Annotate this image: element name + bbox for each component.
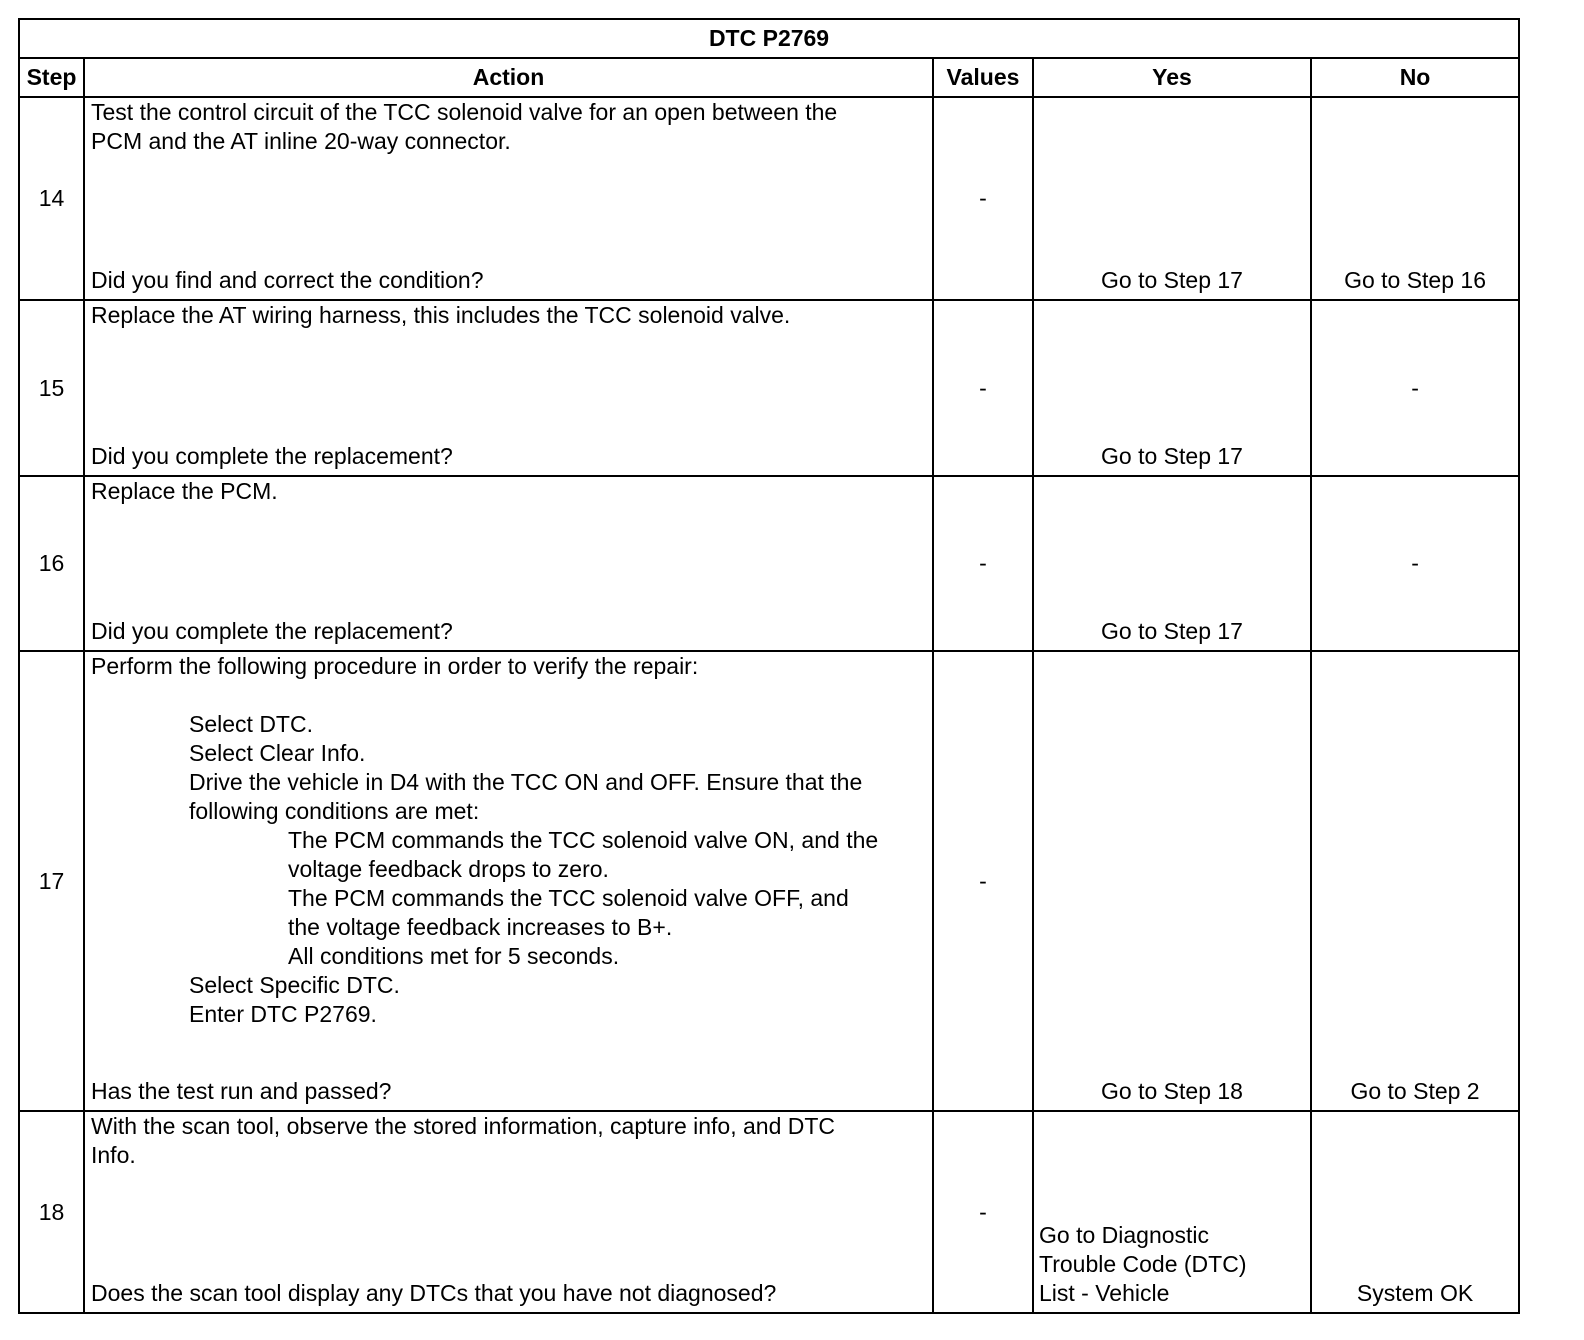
step-number: 17 [19, 651, 84, 1111]
table-row [19, 300, 1519, 476]
yes-cell [1033, 300, 1311, 476]
values-cell: - [933, 1111, 1033, 1313]
procedure-step: Drive the vehicle in D4 with the TCC ON and OFF. Ensure that the [189, 769, 863, 795]
yes-cell [1033, 651, 1311, 1111]
procedure-substep: the voltage feedback increases to B+. [288, 914, 673, 940]
header-action: Action [84, 58, 933, 97]
values-cell: - [933, 300, 1033, 476]
step-number: 15 [19, 300, 84, 476]
yes-line: List - Vehicle [1039, 1280, 1170, 1306]
action-question: Does the scan tool display any DTCs that you have not diagnosed? [91, 1280, 777, 1306]
step-number: 14 [19, 97, 84, 300]
action-line: Test the control circuit of the TCC solenoid valve for an open between the [91, 99, 838, 125]
yes-link[interactable]: Go to Step 17 [1101, 267, 1243, 293]
action-question: Did you find and correct the condition? [91, 267, 484, 293]
no-result: System OK [1356, 1280, 1474, 1306]
step-number: 18 [19, 1111, 84, 1313]
procedure-step: Select Specific DTC. [189, 972, 400, 998]
table-row [19, 97, 1519, 300]
no-cell: - [1311, 476, 1519, 651]
header-values: Values [933, 58, 1033, 97]
dtc-table [18, 18, 1520, 1314]
action-line: PCM and the AT inline 20-way connector. [91, 128, 511, 154]
procedure-step: Enter DTC P2769. [189, 1001, 377, 1027]
no-cell: - [1311, 300, 1519, 476]
no-cell [1311, 97, 1519, 300]
action-question: Did you complete the replacement? [91, 443, 453, 469]
table-title: DTC P2769 [19, 19, 1519, 58]
action-intro: Perform the following procedure in order to verify the repair: [91, 653, 699, 679]
procedure-step: following conditions are met: [189, 798, 480, 824]
yes-line: Trouble Code (DTC) [1039, 1251, 1247, 1277]
yes-link[interactable]: Go to Step 17 [1101, 443, 1243, 469]
yes-line: Go to Diagnostic [1039, 1222, 1210, 1248]
action-line: Replace the AT wiring harness, this includes the TCC solenoid valve. [91, 302, 791, 328]
table-row [19, 1111, 1519, 1313]
values-cell: - [933, 476, 1033, 651]
yes-cell [1033, 97, 1311, 300]
table-row [19, 476, 1519, 651]
procedure-substep: The PCM commands the TCC solenoid valve OFF, and [288, 885, 849, 911]
action-line: Info. [91, 1142, 136, 1168]
action-cell [84, 651, 933, 1111]
action-line: Replace the PCM. [91, 478, 278, 504]
action-cell [84, 300, 933, 476]
no-cell [1311, 1111, 1519, 1313]
step-number: 16 [19, 476, 84, 651]
procedure-substep: The PCM commands the TCC solenoid valve ON, and the [288, 827, 879, 853]
yes-link[interactable] [1034, 1221, 1310, 1312]
procedure-step: Select Clear Info. [189, 740, 366, 766]
action-cell [84, 476, 933, 651]
yes-link[interactable]: Go to Step 18 [1101, 1078, 1243, 1104]
no-link[interactable]: Go to Step 2 [1350, 1078, 1480, 1104]
values-cell: - [933, 97, 1033, 300]
yes-cell [1033, 1111, 1311, 1313]
header-yes: Yes [1033, 58, 1311, 97]
action-line: With the scan tool, observe the stored information, capture info, and DTC [91, 1113, 836, 1139]
procedure-step: Select DTC. [189, 711, 313, 737]
action-cell [84, 1111, 933, 1313]
header-no: No [1311, 58, 1519, 97]
no-cell [1311, 651, 1519, 1111]
action-question: Has the test run and passed? [91, 1078, 392, 1104]
procedure-substep: voltage feedback drops to zero. [288, 856, 609, 882]
action-cell [84, 97, 933, 300]
table-row [19, 651, 1519, 1111]
header-step: Step [19, 58, 84, 97]
yes-link[interactable]: Go to Step 17 [1101, 618, 1243, 644]
values-cell: - [933, 651, 1033, 1111]
no-link[interactable]: Go to Step 16 [1344, 267, 1486, 293]
procedure-substep: All conditions met for 5 seconds. [288, 943, 620, 969]
action-question: Did you complete the replacement? [91, 618, 453, 644]
yes-cell [1033, 476, 1311, 651]
